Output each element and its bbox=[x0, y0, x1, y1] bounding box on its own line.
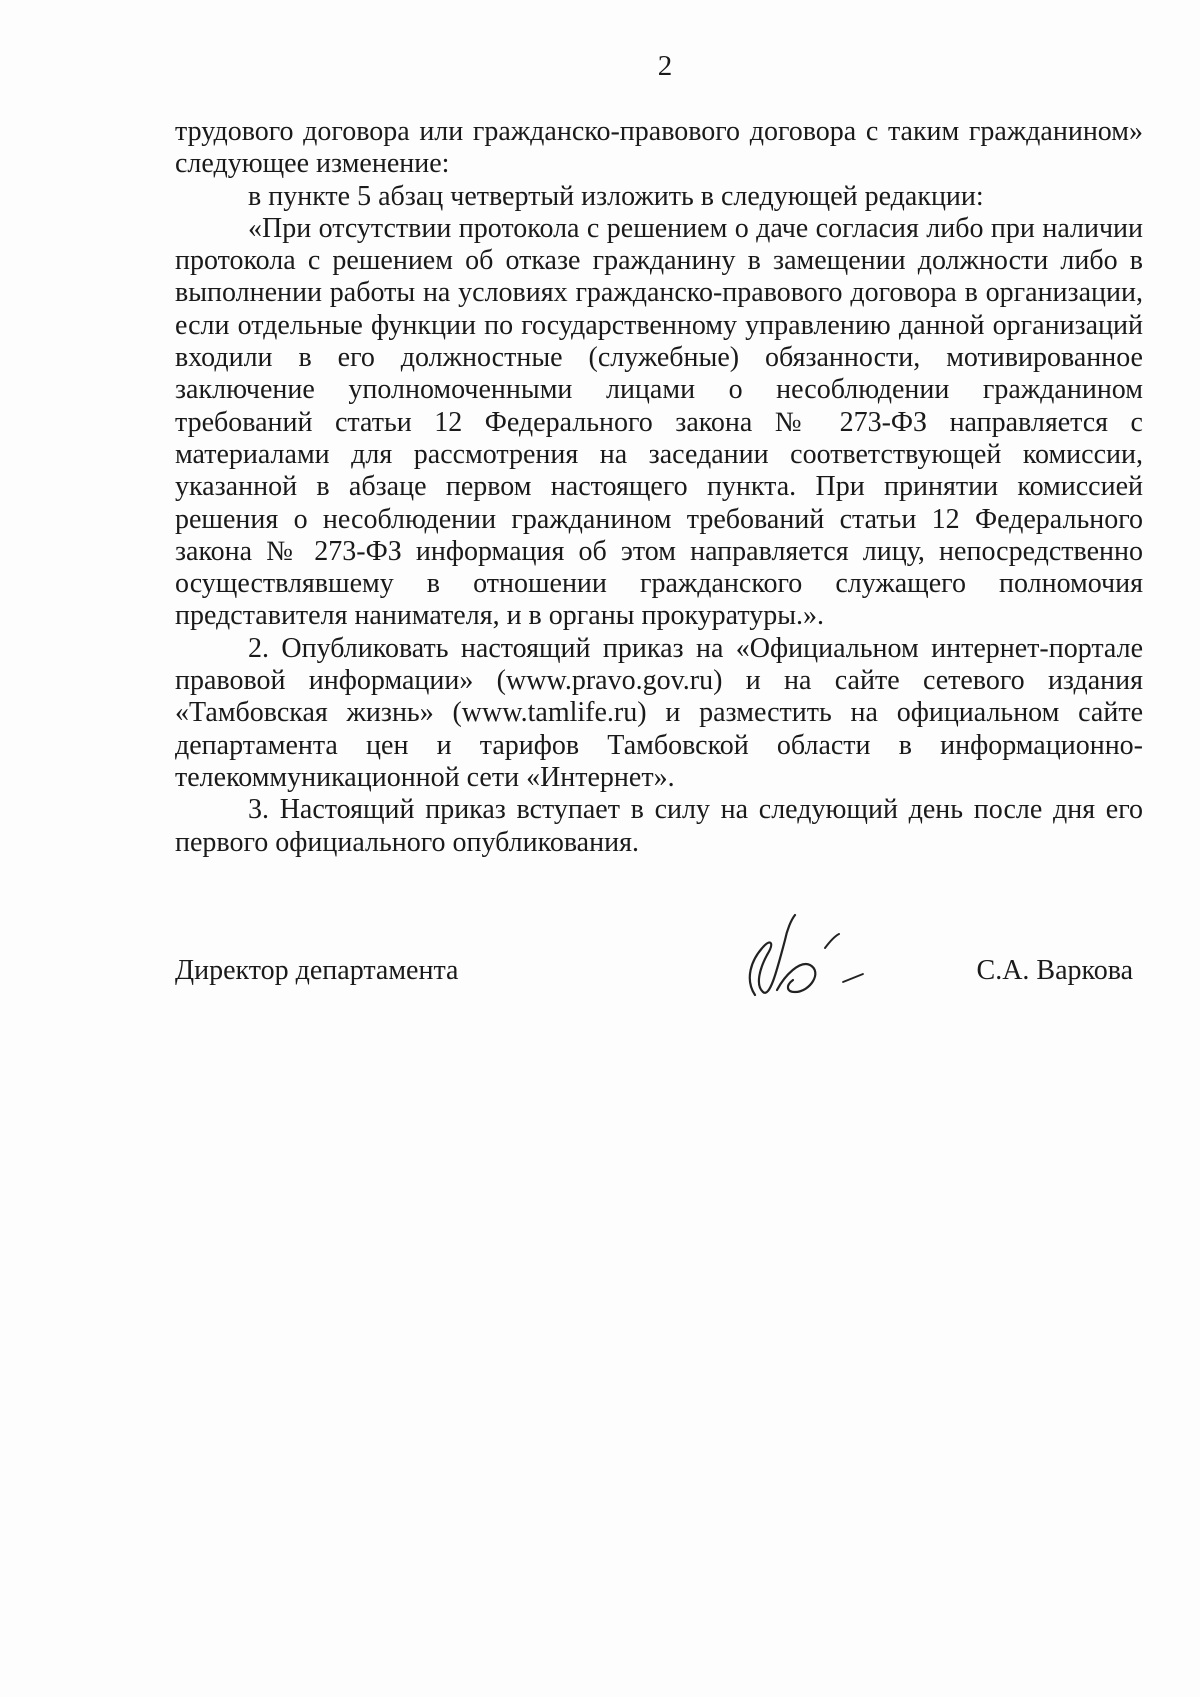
handwritten-signature bbox=[715, 900, 875, 1020]
paragraph-amendment-intro: в пункте 5 абзац четвертый изложить в следующей редакции: bbox=[248, 180, 984, 212]
signatory-name: С.А. Варкова bbox=[976, 955, 1133, 986]
paragraph-publication: 2. Опубликовать настоящий приказ на «Официальном интернет-портале правовой информации» (www.pravo.gov.ru) и на сайте сетевого издания «Тамбовская жизнь» (www.tamlife.ru) и разместить на официальном сайте департамента цен и тарифов Тамбовской области в информационно-телекоммуникационной сети «Интернет». bbox=[175, 632, 1143, 793]
paragraph-amendment-text: «При отсутствии протокола с решением о даче согласия либо при наличии протокола с решением об отказе гражданину в замещении должности либо в выполнении работы на условиях гражданско-правового договора в организации, если отдельные функции по государственному управлению данной организаций входили в его должностные (служебные) обязанности, мотивированное заключение уполномоченными лицами о несоблюдении гражданином требований статьи 12 Федерального закона № 273-ФЗ направляется с материалами для рассмотрения на заседании соответствующей комиссии, указанной в абзаце первом настоящего пункта. При принятии комиссией решения о несоблюдении гражданином требований статьи 12 Федерального закона № 273-ФЗ информация об этом направляется лицу, непосредственно осуществлявшему в отношении гражданского служащего полномочия представителя нанимателя, и в органы прокуратуры.». bbox=[175, 212, 1143, 632]
paragraph-continuation: трудового договора или гражданско-правового договора с таким гражданином» следующее изменение: bbox=[175, 116, 1143, 180]
document-body bbox=[175, 116, 1143, 859]
signature-block bbox=[175, 955, 1143, 1015]
signatory-title: Директор департамента bbox=[175, 955, 459, 986]
paragraph-effective-date: 3. Настоящий приказ вступает в силу на следующий день после дня его первого официального опубликования. bbox=[175, 794, 1143, 858]
page-number: 2 bbox=[657, 50, 673, 82]
